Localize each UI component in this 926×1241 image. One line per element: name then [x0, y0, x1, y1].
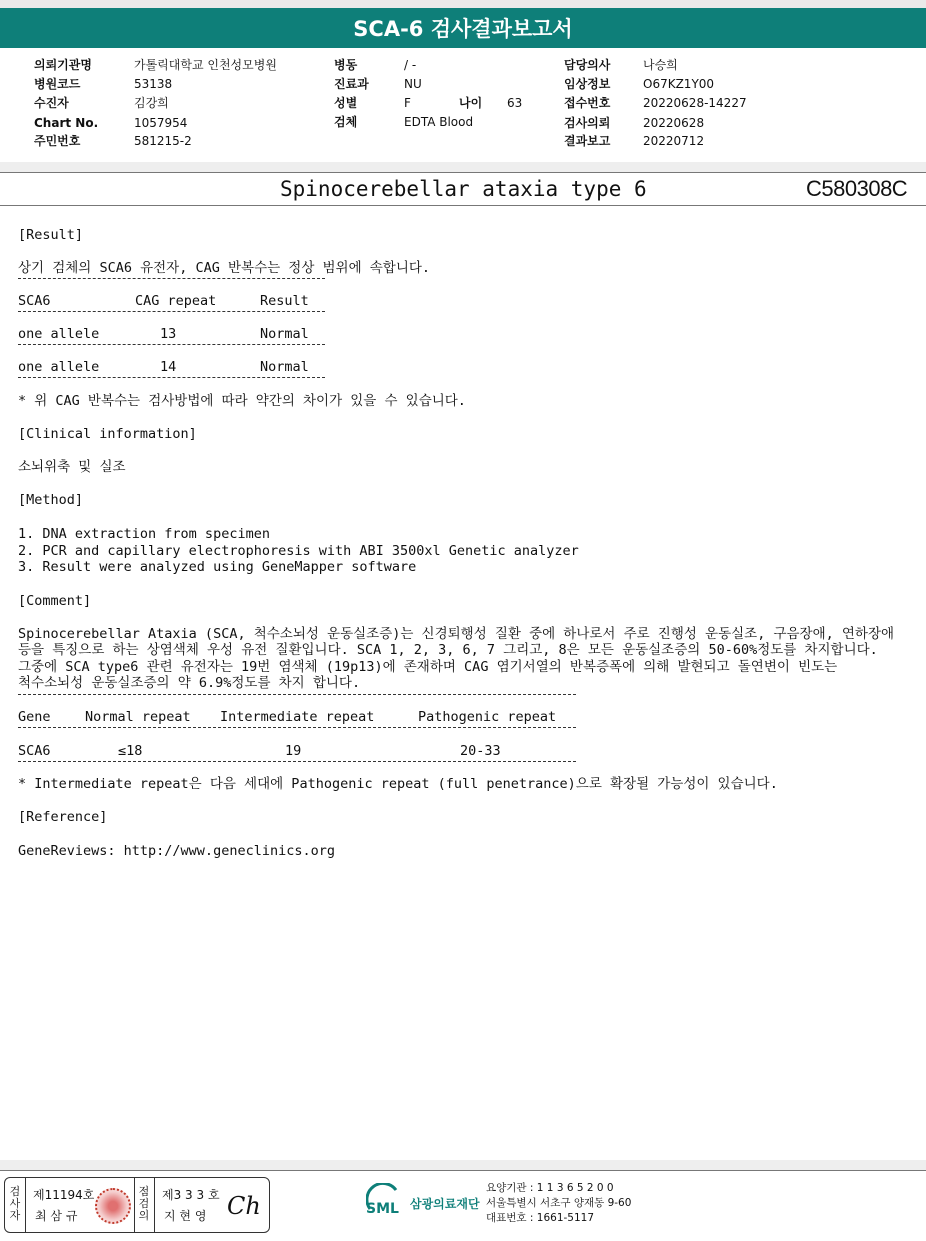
method-item-1: 1. DNA extraction from specimen	[18, 526, 270, 542]
label-ward: 병동	[334, 58, 358, 72]
reference-text: GeneReviews: http://www.geneclinics.org	[18, 843, 335, 859]
report-title: SCA-6 검사결과보고서	[0, 8, 926, 48]
result-heading: [Result]	[18, 227, 84, 243]
footer	[0, 1170, 926, 1241]
label-report-date: 결과보고	[564, 134, 611, 148]
label-clinical-info: 임상정보	[564, 77, 611, 91]
repeat-table-header-gene: Gene	[18, 709, 51, 725]
repeat-row-pathogenic: 20-33	[460, 743, 501, 759]
value-department: NU	[404, 77, 422, 91]
reviewer-label: 점검의	[138, 1185, 150, 1222]
value-patient: 김강희	[134, 96, 169, 110]
label-resident-no: 주민번호	[34, 134, 81, 148]
divider	[25, 1178, 26, 1232]
table-row-1-cag: 13	[160, 326, 177, 342]
repeat-row-gene: SCA6	[18, 743, 51, 759]
repeat-table-header-intermediate: Intermediate repeat	[220, 709, 375, 725]
comment-heading: [Comment]	[18, 593, 92, 609]
method-item-3: 3. Result were analyzed using GeneMapper software	[18, 559, 417, 575]
label-age: 나이	[459, 96, 483, 110]
seal-stamp	[95, 1188, 131, 1224]
value-institution: 가톨릭대학교 인천성모병원	[134, 58, 277, 72]
test-code: C580308C	[806, 176, 908, 201]
result-table-header-cag: CAG repeat	[135, 293, 217, 309]
divider	[134, 1178, 135, 1232]
method-item-2: 2. PCR and capillary electrophoresis with ABI 3500xl Genetic analyzer	[18, 543, 579, 559]
table-row-2-cag: 14	[160, 359, 177, 375]
label-sex: 성별	[334, 96, 358, 110]
label-chart-no: Chart No.	[34, 116, 99, 130]
reference-heading: [Reference]	[18, 809, 108, 825]
divider	[18, 344, 325, 345]
divider	[18, 727, 576, 728]
value-request-date: 20220628	[643, 116, 705, 130]
divider	[18, 694, 576, 695]
result-summary: 상기 검체의 SCA6 유전자, CAG 반복수는 정상 범위에 속합니다.	[18, 260, 431, 276]
address-line-1: 요양기관 : 1 1 3 6 5 2 0 0	[486, 1182, 614, 1194]
value-sex: F	[404, 96, 411, 110]
table-row-2-allele: one allele	[18, 359, 100, 375]
result-table-header-gene: SCA6	[18, 293, 51, 309]
value-specimen: EDTA Blood	[404, 115, 474, 129]
repeat-note: * Intermediate repeat은 다음 세대에 Pathogenic repeat (full penetrance)으로 확장될 가능성이 있습니다.	[18, 776, 778, 792]
value-clinical-info: O67KZ1Y00	[643, 77, 715, 91]
label-department: 진료과	[334, 77, 369, 91]
repeat-table-header-normal: Normal repeat	[85, 709, 191, 725]
value-age: 63	[507, 96, 523, 110]
value-hospital-code: 53138	[134, 77, 173, 91]
separator-band	[0, 162, 926, 172]
org-name: 삼광의료재단	[410, 1197, 480, 1211]
method-heading: [Method]	[18, 492, 84, 508]
value-ward: / -	[404, 58, 417, 72]
divider	[18, 311, 325, 312]
value-accession-no: 20220628-14227	[643, 96, 747, 110]
repeat-row-normal: ≤18	[118, 743, 143, 759]
org-short: SML	[366, 1201, 399, 1217]
org-address	[486, 1181, 631, 1226]
examiner-name: 최 삼 규	[35, 1209, 78, 1223]
signature-box	[4, 1177, 270, 1233]
address-line-3: 대표번호 : 1661-5117	[486, 1212, 595, 1224]
label-specimen: 검체	[334, 115, 358, 129]
table-row-1-result: Normal	[260, 326, 309, 342]
value-doctor: 나승희	[643, 58, 678, 72]
examiner-license: 제11194호	[33, 1188, 95, 1202]
comment-text: Spinocerebellar Ataxia (SCA, 척수소뇌성 운동실조증)는 신경퇴행성 질환 중에 하나로서 주로 진행성 운동실조, 구음장애, 연하장애 등을 특징으로 하는 상염색체 우성 유전 질환입니다. SCA 1, 2, 3, 6, 7 그리고, 8은 모든 운동실조증의 50-60%정도를 차지합니다. 그중에 SCA type6 관련 유전자는 19번 염색체 (19p13)에 존재하며 CAG 염기서열의 반복증폭에 의해 발현되고 돌연변이 빈도는 척수소뇌성 운동실조증의 약 6.9%정도를 차지 합니다.	[18, 626, 895, 691]
label-doctor: 담당의사	[564, 58, 611, 72]
value-chart-no: 1057954	[134, 116, 188, 130]
result-note: * 위 CAG 반복수는 검사방법에 따라 약간의 차이가 있을 수 있습니다.	[18, 393, 466, 409]
test-name: Spinocerebellar ataxia type 6	[280, 177, 647, 201]
label-patient: 수진자	[34, 96, 69, 110]
reviewer-name: 지 현 영	[164, 1209, 207, 1223]
address-line-2: 서울특별시 서초구 양재동 9-60	[486, 1197, 632, 1209]
divider	[154, 1178, 155, 1232]
signature: Ch	[227, 1192, 261, 1220]
value-report-date: 20220712	[643, 134, 705, 148]
label-request-date: 검사의뢰	[564, 116, 611, 130]
top-band	[0, 0, 926, 8]
divider	[18, 761, 576, 762]
footer-band	[0, 1160, 926, 1170]
divider	[18, 377, 325, 378]
result-table-header-result: Result	[260, 293, 309, 309]
table-row-2-result: Normal	[260, 359, 309, 375]
clinical-text: 소뇌위축 및 실조	[18, 459, 126, 475]
patient-info	[0, 52, 926, 162]
label-accession-no: 접수번호	[564, 96, 611, 110]
repeat-row-intermediate: 19	[285, 743, 302, 759]
table-row-1-allele: one allele	[18, 326, 100, 342]
repeat-table-header-pathogenic: Pathogenic repeat	[418, 709, 557, 725]
label-hospital-code: 병원코드	[34, 77, 81, 91]
value-resident-no: 581215-2	[134, 134, 192, 148]
clinical-heading: [Clinical information]	[18, 426, 197, 442]
divider	[18, 278, 325, 279]
test-header	[0, 172, 926, 206]
label-institution: 의뢰기관명	[34, 58, 92, 72]
examiner-label: 검사자	[9, 1185, 21, 1222]
reviewer-license: 제3 3 3 호	[162, 1188, 220, 1202]
sml-logo-icon	[366, 1183, 406, 1223]
